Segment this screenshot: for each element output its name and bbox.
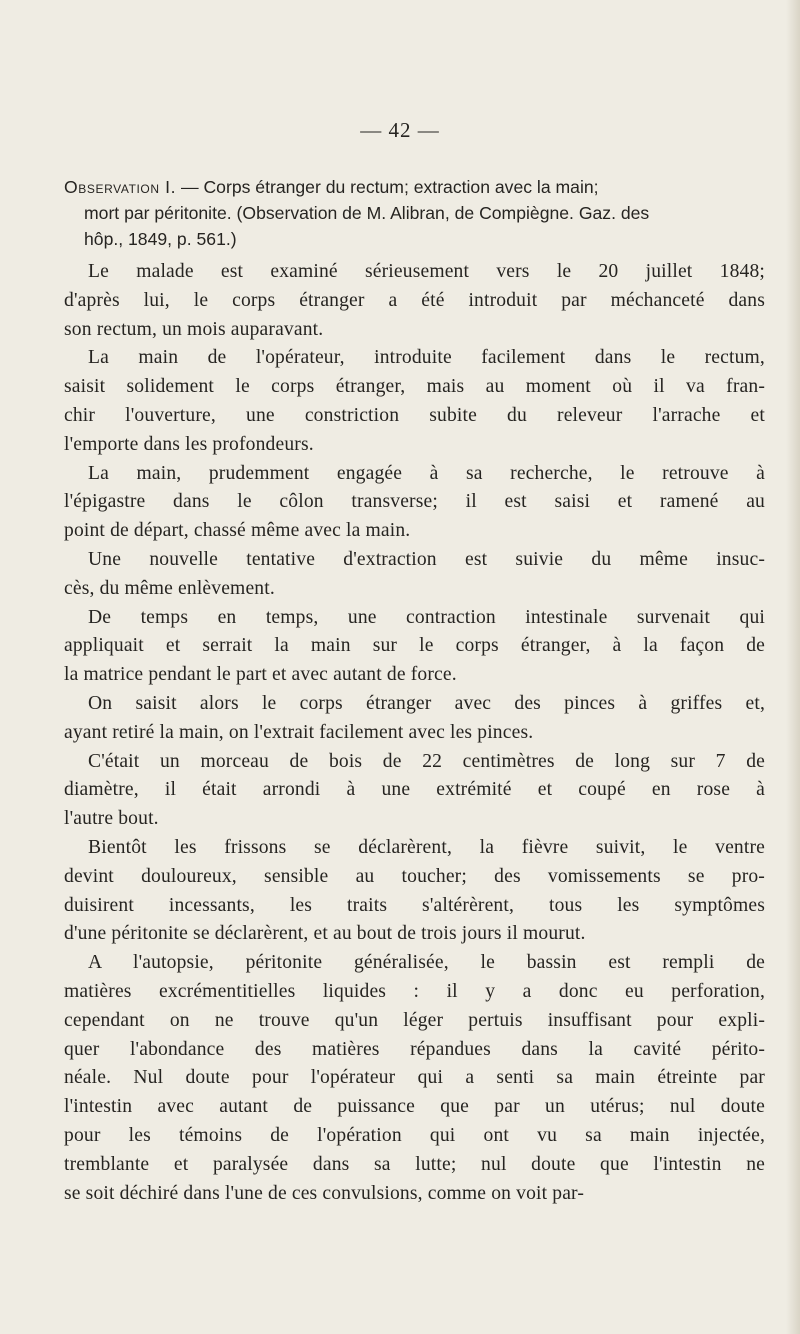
text-line: Bientôt les frissons se déclarèrent, la fièvre suivit, le ventre	[88, 836, 765, 858]
text-line: l'autre bout.	[64, 808, 159, 830]
page-edge-shadow	[786, 0, 800, 1334]
text-line: d'une péritonite se déclarèrent, et au bout de trois jours il mourut.	[64, 923, 586, 945]
text-line: ayant retiré la main, on l'extrait facilement avec les pinces.	[64, 721, 534, 743]
text-line: néale. Nul doute pour l'opérateur qui a senti sa main étreinte par	[64, 1067, 765, 1089]
text-line: La main, prudemment engagée à sa recherche, le retrouve à	[88, 462, 765, 484]
paragraph	[64, 344, 765, 459]
paragraph	[64, 258, 765, 344]
text-line: l'emporte dans les profondeurs.	[64, 433, 314, 455]
observation-caption	[64, 174, 765, 252]
text-line: Une nouvelle tentative d'extraction est suivie du même insuc-	[88, 548, 765, 570]
text-line: appliquait et serrait la main sur le corps étranger, à la façon de	[64, 635, 765, 657]
caption-line	[64, 174, 765, 200]
text-line: l'intestin avec autant de puissance que par un utérus; nul doute	[64, 1096, 765, 1118]
paragraph	[64, 690, 765, 748]
paragraph	[64, 834, 765, 949]
observation-label: Observation I.	[64, 177, 177, 197]
paragraph	[64, 949, 765, 1208]
text-line: On saisit alors le corps étranger avec des pinces à griffes et,	[88, 692, 765, 714]
text-line: devint douloureux, sensible au toucher; des vomissements se pro-	[64, 865, 765, 887]
paragraph	[64, 748, 765, 834]
text-line: pour les témoins de l'opération qui ont vu sa main injectée,	[64, 1124, 765, 1146]
text-line: saisit solidement le corps étranger, mais au moment où il va fran-	[64, 376, 765, 398]
text-line: cependant on ne trouve qu'un léger pertuis insuffisant pour expli-	[64, 1009, 765, 1031]
paragraph	[64, 604, 765, 690]
text-line: La main de l'opérateur, introduite facilement dans le rectum,	[88, 347, 765, 369]
caption-line: hôp., 1849, p. 561.)	[84, 229, 237, 249]
text-line: Le malade est examiné sérieusement vers le 20 juillet 1848;	[88, 261, 765, 282]
paragraph	[64, 460, 765, 546]
text-line: cès, du même enlèvement.	[64, 577, 275, 599]
text-line: C'était un morceau de bois de 22 centimètres de long sur 7 de	[88, 750, 765, 772]
observation-body	[64, 258, 765, 1208]
text-line: se soit déchiré dans l'une de ces convulsions, comme on voit par-	[64, 1182, 585, 1204]
text-line: A l'autopsie, péritonite généralisée, le bassin est rempli de	[88, 952, 765, 974]
caption-line: mort par péritonite. (Observation de M. Alibran, de Compiègne. Gaz. des	[84, 203, 650, 223]
text-line: son rectum, un mois auparavant.	[64, 318, 324, 340]
paragraph	[64, 546, 765, 604]
text-line: point de départ, chassé même avec la main.	[64, 520, 411, 542]
text-line: matières excrémentitielles liquides : il y a donc eu perforation,	[64, 980, 765, 1002]
text-line: la matrice pendant le part et avec autant de force.	[64, 664, 457, 686]
text-line: quer l'abondance des matières répandues dans la cavité périto-	[64, 1038, 765, 1060]
caption-text: — Corps étranger du rectum; extraction avec la main;	[176, 177, 599, 197]
text-line: chir l'ouverture, une constriction subite du releveur l'arrache et	[64, 404, 765, 426]
page-number: — 42 —	[360, 118, 440, 142]
text-line: tremblante et paralysée dans sa lutte; nul doute que l'intestin ne	[64, 1153, 765, 1175]
text-line: duisirent incessants, les traits s'altérèrent, tous les symptômes	[64, 894, 765, 916]
text-line: l'épigastre dans le côlon transverse; il est saisi et ramené au	[64, 491, 765, 513]
text-line: diamètre, il était arrondi à une extrémité et coupé en rose à	[64, 779, 765, 801]
text-line: d'après lui, le corps étranger a été introduit par méchanceté dans	[64, 289, 765, 311]
text-line: De temps en temps, une contraction intestinale survenait qui	[88, 606, 765, 628]
